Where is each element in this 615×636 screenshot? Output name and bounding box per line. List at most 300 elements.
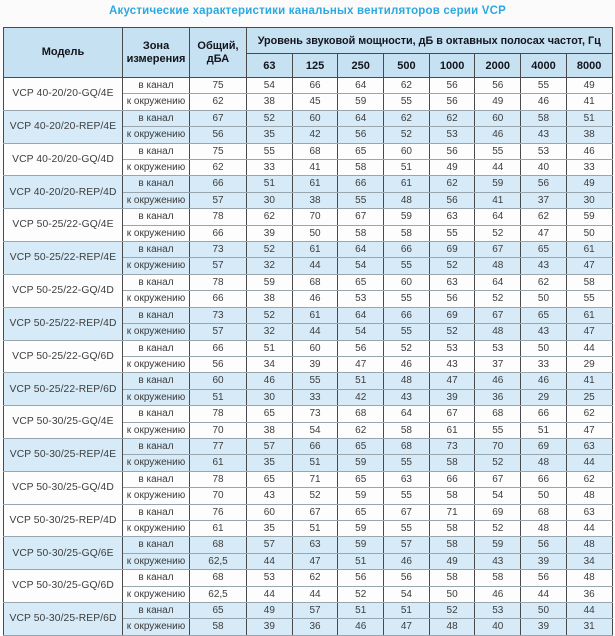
band-value-250hz: 64	[338, 242, 384, 258]
band-value-500hz: 60	[384, 143, 430, 159]
total-dba-value: 51	[190, 389, 247, 405]
band-value-500hz: 59	[384, 209, 430, 225]
column-header-model: Модель	[4, 28, 123, 78]
zone-label: в канал	[123, 143, 190, 159]
model-name: VCP 50-30/25-GQ/6E	[4, 537, 123, 570]
column-header-freq-4000: 4000	[521, 54, 567, 78]
zone-label: к окружению	[123, 324, 190, 340]
band-value-63hz: 39	[247, 225, 293, 241]
band-value-63hz: 57	[247, 537, 293, 553]
band-value-2000hz: 67	[475, 471, 521, 487]
band-value-500hz: 64	[384, 406, 430, 422]
band-value-2000hz: 64	[475, 274, 521, 290]
band-value-125hz: 47	[292, 553, 338, 569]
band-value-1000hz: 58	[429, 570, 475, 586]
band-value-63hz: 34	[247, 356, 293, 372]
band-value-125hz: 63	[292, 537, 338, 553]
zone-label: к окружению	[123, 455, 190, 471]
band-value-8000hz: 55	[566, 291, 612, 307]
band-value-125hz: 42	[292, 127, 338, 143]
band-value-8000hz: 49	[566, 176, 612, 192]
total-dba-value: 66	[190, 176, 247, 192]
band-value-125hz: 36	[292, 619, 338, 635]
band-value-125hz: 61	[292, 176, 338, 192]
band-value-8000hz: 29	[566, 356, 612, 372]
band-value-63hz: 62	[247, 209, 293, 225]
band-value-1000hz: 71	[429, 504, 475, 520]
band-value-250hz: 68	[338, 406, 384, 422]
zone-label: в канал	[123, 537, 190, 553]
band-value-250hz: 58	[338, 160, 384, 176]
model-name: VCP 50-30/25-REP/6D	[4, 603, 123, 636]
zone-label: в канал	[123, 307, 190, 323]
band-value-4000hz: 53	[521, 143, 567, 159]
band-value-2000hz: 58	[475, 570, 521, 586]
band-value-8000hz: 59	[566, 209, 612, 225]
band-value-4000hz: 56	[521, 176, 567, 192]
band-value-4000hz: 69	[521, 438, 567, 454]
zone-label: к окружению	[123, 389, 190, 405]
band-value-125hz: 67	[292, 504, 338, 520]
band-value-2000hz: 52	[475, 291, 521, 307]
band-value-1000hz: 52	[429, 603, 475, 619]
band-value-4000hz: 46	[521, 373, 567, 389]
zone-label: к окружению	[123, 422, 190, 438]
band-value-125hz: 51	[292, 520, 338, 536]
total-dba-value: 73	[190, 242, 247, 258]
band-value-250hz: 59	[338, 455, 384, 471]
model-name: VCP 50-25/22-REP/4D	[4, 307, 123, 340]
total-dba-value: 61	[190, 520, 247, 536]
band-value-250hz: 54	[338, 258, 384, 274]
band-value-1000hz: 39	[429, 389, 475, 405]
band-value-2000hz: 64	[475, 209, 521, 225]
band-value-4000hz: 50	[521, 488, 567, 504]
table-row	[4, 209, 613, 225]
band-value-8000hz: 61	[566, 307, 612, 323]
band-value-63hz: 65	[247, 406, 293, 422]
band-value-500hz: 52	[384, 127, 430, 143]
band-value-1000hz: 62	[429, 110, 475, 126]
band-value-500hz: 63	[384, 471, 430, 487]
band-value-1000hz: 62	[429, 176, 475, 192]
band-value-1000hz: 55	[429, 225, 475, 241]
band-value-2000hz: 67	[475, 307, 521, 323]
band-value-4000hz: 44	[521, 586, 567, 602]
zone-label: в канал	[123, 406, 190, 422]
band-value-500hz: 51	[384, 160, 430, 176]
band-value-8000hz: 33	[566, 160, 612, 176]
total-dba-value: 66	[190, 340, 247, 356]
table-row	[4, 110, 613, 126]
band-value-8000hz: 41	[566, 94, 612, 110]
band-value-4000hz: 39	[521, 553, 567, 569]
band-value-250hz: 59	[338, 488, 384, 504]
model-name: VCP 50-30/25-GQ/6D	[4, 570, 123, 603]
band-value-4000hz: 47	[521, 225, 567, 241]
band-value-2000hz: 59	[475, 176, 521, 192]
zone-label: в канал	[123, 373, 190, 389]
band-value-2000hz: 56	[475, 78, 521, 94]
band-value-500hz: 57	[384, 537, 430, 553]
band-value-8000hz: 36	[566, 586, 612, 602]
total-dba-value: 61	[190, 455, 247, 471]
total-dba-value: 68	[190, 570, 247, 586]
column-header-freq-125: 125	[292, 54, 338, 78]
band-value-63hz: 55	[247, 143, 293, 159]
band-value-125hz: 41	[292, 160, 338, 176]
table-row	[4, 570, 613, 586]
total-dba-value: 78	[190, 406, 247, 422]
band-value-4000hz: 43	[521, 324, 567, 340]
band-value-125hz: 57	[292, 603, 338, 619]
band-value-1000hz: 67	[429, 406, 475, 422]
band-value-500hz: 55	[384, 488, 430, 504]
band-value-63hz: 33	[247, 160, 293, 176]
zone-label: в канал	[123, 176, 190, 192]
column-header-sound-power: Уровень звуковой мощности, дБ в октавных полосах частот, Гц	[247, 28, 613, 54]
band-value-1000hz: 53	[429, 340, 475, 356]
band-value-1000hz: 53	[429, 127, 475, 143]
model-name: VCP 50-25/22-GQ/4D	[4, 274, 123, 307]
total-dba-value: 75	[190, 78, 247, 94]
band-value-8000hz: 62	[566, 406, 612, 422]
total-dba-value: 70	[190, 488, 247, 504]
band-value-8000hz: 63	[566, 438, 612, 454]
band-value-4000hz: 68	[521, 504, 567, 520]
band-value-2000hz: 52	[475, 455, 521, 471]
total-dba-value: 62	[190, 160, 247, 176]
total-dba-value: 76	[190, 504, 247, 520]
zone-label: к окружению	[123, 586, 190, 602]
zone-label: в канал	[123, 274, 190, 290]
zone-label: в канал	[123, 438, 190, 454]
band-value-2000hz: 41	[475, 192, 521, 208]
band-value-500hz: 55	[384, 520, 430, 536]
band-value-8000hz: 46	[566, 143, 612, 159]
band-value-1000hz: 52	[429, 258, 475, 274]
total-dba-value: 56	[190, 356, 247, 372]
table-row	[4, 242, 613, 258]
table-row	[4, 438, 613, 454]
zone-label: к окружению	[123, 520, 190, 536]
band-value-250hz: 59	[338, 94, 384, 110]
band-value-4000hz: 62	[521, 274, 567, 290]
band-value-500hz: 67	[384, 504, 430, 520]
band-value-125hz: 68	[292, 274, 338, 290]
model-name: VCP 50-25/22-GQ/4E	[4, 209, 123, 242]
band-value-500hz: 58	[384, 422, 430, 438]
band-value-500hz: 55	[384, 94, 430, 110]
band-value-125hz: 71	[292, 471, 338, 487]
zone-label: в канал	[123, 471, 190, 487]
band-value-1000hz: 56	[429, 94, 475, 110]
band-value-8000hz: 47	[566, 258, 612, 274]
band-value-125hz: 50	[292, 225, 338, 241]
band-value-4000hz: 37	[521, 192, 567, 208]
band-value-63hz: 60	[247, 504, 293, 520]
table-row	[4, 307, 613, 323]
band-value-2000hz: 59	[475, 537, 521, 553]
band-value-63hz: 35	[247, 127, 293, 143]
band-value-500hz: 48	[384, 373, 430, 389]
band-value-63hz: 35	[247, 455, 293, 471]
band-value-250hz: 52	[338, 586, 384, 602]
band-value-500hz: 58	[384, 225, 430, 241]
column-header-freq-63: 63	[247, 54, 293, 78]
band-value-2000hz: 36	[475, 389, 521, 405]
band-value-125hz: 51	[292, 455, 338, 471]
band-value-2000hz: 46	[475, 127, 521, 143]
band-value-8000hz: 49	[566, 78, 612, 94]
band-value-250hz: 65	[338, 274, 384, 290]
zone-label: в канал	[123, 110, 190, 126]
zone-label: в канал	[123, 209, 190, 225]
band-value-500hz: 47	[384, 619, 430, 635]
model-name: VCP 40-20/20-GQ/4E	[4, 78, 123, 111]
total-dba-value: 66	[190, 291, 247, 307]
band-value-500hz: 62	[384, 78, 430, 94]
model-name: VCP 50-25/22-REP/6D	[4, 373, 123, 406]
band-value-8000hz: 41	[566, 373, 612, 389]
band-value-63hz: 44	[247, 586, 293, 602]
band-value-8000hz: 38	[566, 127, 612, 143]
table-row	[4, 504, 613, 520]
zone-label: к окружению	[123, 258, 190, 274]
acoustic-characteristics-table	[3, 27, 613, 636]
band-value-125hz: 66	[292, 438, 338, 454]
band-value-250hz: 56	[338, 340, 384, 356]
band-value-2000hz: 49	[475, 94, 521, 110]
band-value-500hz: 48	[384, 192, 430, 208]
table-row	[4, 274, 613, 290]
band-value-4000hz: 33	[521, 356, 567, 372]
band-value-4000hz: 62	[521, 209, 567, 225]
band-value-500hz: 66	[384, 307, 430, 323]
zone-label: к окружению	[123, 291, 190, 307]
band-value-2000hz: 52	[475, 520, 521, 536]
band-value-4000hz: 40	[521, 160, 567, 176]
band-value-1000hz: 66	[429, 471, 475, 487]
band-value-250hz: 42	[338, 389, 384, 405]
band-value-2000hz: 37	[475, 356, 521, 372]
band-value-125hz: 61	[292, 307, 338, 323]
band-value-63hz: 54	[247, 78, 293, 94]
band-value-4000hz: 29	[521, 389, 567, 405]
band-value-4000hz: 65	[521, 242, 567, 258]
band-value-125hz: 38	[292, 192, 338, 208]
total-dba-value: 57	[190, 258, 247, 274]
band-value-250hz: 64	[338, 78, 384, 94]
band-value-250hz: 54	[338, 324, 384, 340]
band-value-125hz: 62	[292, 570, 338, 586]
band-value-8000hz: 47	[566, 324, 612, 340]
band-value-8000hz: 51	[566, 110, 612, 126]
band-value-63hz: 51	[247, 340, 293, 356]
band-value-2000hz: 60	[475, 110, 521, 126]
band-value-1000hz: 69	[429, 307, 475, 323]
band-value-1000hz: 56	[429, 78, 475, 94]
total-dba-value: 68	[190, 537, 247, 553]
band-value-250hz: 51	[338, 553, 384, 569]
band-value-500hz: 61	[384, 176, 430, 192]
band-value-500hz: 55	[384, 258, 430, 274]
band-value-125hz: 44	[292, 324, 338, 340]
band-value-500hz: 54	[384, 586, 430, 602]
band-value-1000hz: 61	[429, 422, 475, 438]
band-value-250hz: 64	[338, 307, 384, 323]
band-value-2000hz: 55	[475, 143, 521, 159]
band-value-125hz: 44	[292, 258, 338, 274]
band-value-500hz: 51	[384, 603, 430, 619]
band-value-500hz: 56	[384, 570, 430, 586]
model-name: VCP 50-25/22-GQ/6D	[4, 340, 123, 373]
total-dba-value: 77	[190, 438, 247, 454]
table-row	[4, 176, 613, 192]
zone-label: в канал	[123, 504, 190, 520]
column-header-freq-8000: 8000	[566, 54, 612, 78]
band-value-8000hz: 50	[566, 225, 612, 241]
zone-label: к окружению	[123, 619, 190, 635]
table-row	[4, 143, 613, 159]
band-value-250hz: 67	[338, 209, 384, 225]
band-value-2000hz: 55	[475, 422, 521, 438]
band-value-125hz: 60	[292, 340, 338, 356]
band-value-250hz: 65	[338, 471, 384, 487]
model-name: VCP 40-20/20-REP/4D	[4, 176, 123, 209]
band-value-1000hz: 58	[429, 455, 475, 471]
band-value-63hz: 38	[247, 94, 293, 110]
zone-label: в канал	[123, 78, 190, 94]
band-value-4000hz: 48	[521, 455, 567, 471]
band-value-4000hz: 56	[521, 570, 567, 586]
band-value-500hz: 55	[384, 455, 430, 471]
band-value-63hz: 38	[247, 422, 293, 438]
band-value-1000hz: 56	[429, 143, 475, 159]
band-value-8000hz: 25	[566, 389, 612, 405]
band-value-63hz: 52	[247, 307, 293, 323]
band-value-63hz: 38	[247, 291, 293, 307]
band-value-63hz: 30	[247, 192, 293, 208]
band-value-250hz: 56	[338, 127, 384, 143]
zone-label: к окружению	[123, 192, 190, 208]
band-value-125hz: 70	[292, 209, 338, 225]
band-value-2000hz: 44	[475, 160, 521, 176]
table-row	[4, 471, 613, 487]
band-value-1000hz: 69	[429, 242, 475, 258]
band-value-2000hz: 48	[475, 324, 521, 340]
band-value-4000hz: 58	[521, 110, 567, 126]
band-value-1000hz: 43	[429, 356, 475, 372]
zone-label: к окружению	[123, 127, 190, 143]
zone-label: к окружению	[123, 94, 190, 110]
total-dba-value: 67	[190, 110, 247, 126]
zone-label: к окружению	[123, 488, 190, 504]
zone-label: к окружению	[123, 160, 190, 176]
band-value-1000hz: 58	[429, 520, 475, 536]
band-value-2000hz: 46	[475, 373, 521, 389]
band-value-125hz: 46	[292, 291, 338, 307]
band-value-4000hz: 43	[521, 127, 567, 143]
band-value-125hz: 68	[292, 143, 338, 159]
band-value-1000hz: 58	[429, 488, 475, 504]
band-value-125hz: 45	[292, 94, 338, 110]
band-value-63hz: 35	[247, 520, 293, 536]
band-value-125hz: 44	[292, 586, 338, 602]
band-value-63hz: 32	[247, 324, 293, 340]
band-value-250hz: 65	[338, 438, 384, 454]
band-value-8000hz: 63	[566, 504, 612, 520]
band-value-2000hz: 52	[475, 225, 521, 241]
band-value-1000hz: 50	[429, 586, 475, 602]
band-value-500hz: 66	[384, 242, 430, 258]
band-value-2000hz: 53	[475, 603, 521, 619]
band-value-4000hz: 51	[521, 422, 567, 438]
band-value-500hz: 52	[384, 340, 430, 356]
total-dba-value: 57	[190, 192, 247, 208]
band-value-500hz: 62	[384, 110, 430, 126]
band-value-500hz: 55	[384, 324, 430, 340]
total-dba-value: 62	[190, 94, 247, 110]
band-value-4000hz: 56	[521, 537, 567, 553]
total-dba-value: 73	[190, 307, 247, 323]
band-value-250hz: 58	[338, 225, 384, 241]
band-value-500hz: 43	[384, 389, 430, 405]
band-value-1000hz: 49	[429, 160, 475, 176]
band-value-1000hz: 56	[429, 192, 475, 208]
model-name: VCP 50-30/25-REP/4D	[4, 504, 123, 537]
band-value-4000hz: 66	[521, 406, 567, 422]
band-value-8000hz: 47	[566, 422, 612, 438]
model-name: VCP 50-30/25-GQ/4E	[4, 406, 123, 439]
table-row	[4, 537, 613, 553]
band-value-250hz: 53	[338, 291, 384, 307]
band-value-1000hz: 49	[429, 553, 475, 569]
band-value-4000hz: 66	[521, 471, 567, 487]
total-dba-value: 78	[190, 274, 247, 290]
band-value-63hz: 65	[247, 471, 293, 487]
band-value-2000hz: 70	[475, 438, 521, 454]
band-value-8000hz: 48	[566, 488, 612, 504]
zone-label: в канал	[123, 570, 190, 586]
band-value-125hz: 54	[292, 422, 338, 438]
band-value-250hz: 62	[338, 422, 384, 438]
band-value-1000hz: 63	[429, 209, 475, 225]
band-value-8000hz: 44	[566, 520, 612, 536]
zone-label: к окружению	[123, 225, 190, 241]
total-dba-value: 78	[190, 471, 247, 487]
band-value-1000hz: 58	[429, 537, 475, 553]
total-dba-value: 70	[190, 422, 247, 438]
band-value-250hz: 46	[338, 619, 384, 635]
column-header-freq-2000: 2000	[475, 54, 521, 78]
band-value-125hz: 61	[292, 242, 338, 258]
model-name: VCP 40-20/20-GQ/4D	[4, 143, 123, 176]
band-value-8000hz: 58	[566, 274, 612, 290]
band-value-8000hz: 48	[566, 537, 612, 553]
total-dba-value: 57	[190, 324, 247, 340]
band-value-500hz: 46	[384, 356, 430, 372]
band-value-1000hz: 52	[429, 324, 475, 340]
band-value-2000hz: 53	[475, 340, 521, 356]
band-value-63hz: 46	[247, 373, 293, 389]
column-header-freq-1000: 1000	[429, 54, 475, 78]
model-name: VCP 40-20/20-REP/4E	[4, 110, 123, 143]
band-value-8000hz: 61	[566, 242, 612, 258]
total-dba-value: 62,5	[190, 586, 247, 602]
band-value-4000hz: 50	[521, 603, 567, 619]
band-value-1000hz: 56	[429, 291, 475, 307]
